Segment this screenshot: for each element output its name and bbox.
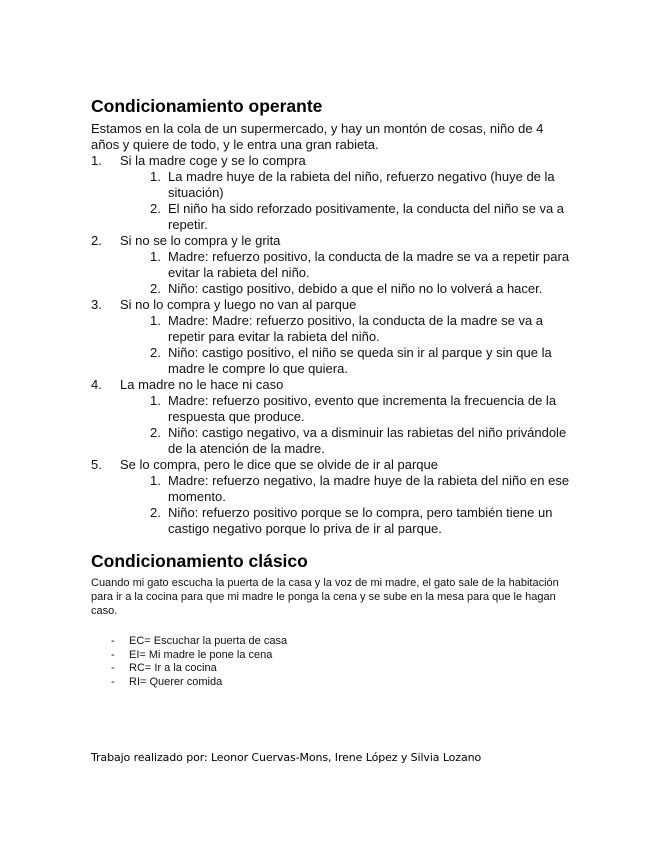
dash-list <box>91 635 571 689</box>
list-number: 4. <box>91 377 102 392</box>
document-content <box>91 95 571 689</box>
list-item-text: La madre no le hace ni caso <box>120 377 284 392</box>
sub-list-number: 2. <box>150 345 161 360</box>
sub-list-number: 1. <box>150 393 161 408</box>
list-item-text: Si la madre coge y se lo compra <box>120 153 306 168</box>
sub-list-item <box>91 201 571 233</box>
sub-list-item <box>91 425 571 457</box>
sub-list-number: 2. <box>150 281 161 296</box>
sub-list-text: Niño: refuerzo positivo porque se lo compra, pero también tiene un castigo negativo porque lo priva de ir al parque. <box>168 505 553 536</box>
dash-list-item <box>91 676 571 690</box>
list-item <box>91 153 571 169</box>
list-item-text: Si no lo compra y luego no van al parque <box>120 297 357 312</box>
list-number: 2. <box>91 233 102 248</box>
dash-marker: - <box>111 635 115 647</box>
list-item <box>91 457 571 473</box>
sub-list-number: 2. <box>150 201 161 216</box>
list-item <box>91 297 571 313</box>
sub-list-text: El niño ha sido reforzado positivamente, la conducta del niño se va a repetir. <box>168 201 565 232</box>
sub-list-item <box>91 169 571 201</box>
list-item <box>91 377 571 393</box>
dash-list-item <box>91 649 571 663</box>
list-number: 3. <box>91 297 102 312</box>
section-title-operant: Condicionamiento operante <box>91 96 323 116</box>
dash-marker: - <box>111 662 115 674</box>
sub-list-text: La madre huye de la rabieta del niño, refuerzo negativo (huye de la situación) <box>168 169 555 200</box>
sub-list-item <box>91 281 571 297</box>
dash-list-item <box>91 662 571 676</box>
sub-list-item <box>91 473 571 505</box>
dash-list-item <box>91 635 571 649</box>
section-title-classical: Condicionamiento clásico <box>91 551 308 571</box>
dash-item-text: RC= Ir a la cocina <box>129 662 217 674</box>
sub-list-text: Madre: refuerzo positivo, evento que incrementa la frecuencia de la respuesta que produce. <box>168 393 557 424</box>
sub-list-text: Madre: Madre: refuerzo positivo, la conducta de la madre se va a repetir para evitar la rabieta del niño. <box>168 313 544 344</box>
sub-list-number: 2. <box>150 505 161 520</box>
classical-section <box>91 550 571 689</box>
sub-list-text: Madre: refuerzo negativo, la madre huye de la rabieta del niño en ese momento. <box>168 473 570 504</box>
sub-list-item <box>91 505 571 537</box>
sub-list-number: 1. <box>150 473 161 488</box>
sub-list-text: Madre: refuerzo positivo, la conducta de la madre se va a repetir para evitar la rabieta del niño. <box>168 249 570 280</box>
dash-item-text: EI= Mi madre le pone la cena <box>129 648 273 661</box>
sub-list-number: 1. <box>150 313 161 328</box>
sub-list-item <box>91 345 571 377</box>
list-item-text: Se lo compra, pero le dice que se olvide de ir al parque <box>120 457 438 472</box>
credits-line: Trabajo realizado por: Leonor Cuervas-Mons, Irene López y Silvia Lozano <box>91 751 482 764</box>
sub-list-item <box>91 249 571 281</box>
dash-item-text: RI= Querer comida <box>129 675 223 688</box>
list-item-text: Si no se lo compra y le grita <box>120 233 281 248</box>
sub-list-text: Niño: castigo negativo, va a disminuir las rabietas del niño privándole de la atención de la madre. <box>168 425 567 456</box>
sub-list-number: 1. <box>150 169 161 184</box>
classical-paragraph: Cuando mi gato escucha la puerta de la casa y la voz de mi madre, el gato sale de la habitación para ir a la cocina para que mi madre le ponga la cena y se sube en la mesa para que le hagan caso. <box>91 577 559 617</box>
numbered-list <box>91 153 571 537</box>
dash-marker: - <box>111 648 115 661</box>
sub-list-number: 1. <box>150 249 161 264</box>
list-number: 1. <box>91 153 102 168</box>
dash-item-text: EC= Escuchar la puerta de casa <box>129 635 288 647</box>
sub-list-item <box>91 313 571 345</box>
sub-list-item <box>91 393 571 425</box>
sub-list-number: 2. <box>150 425 161 440</box>
list-number: 5. <box>91 457 102 472</box>
list-item <box>91 233 571 249</box>
sub-list-text: Niño: castigo positivo, debido a que el niño no lo volverá a hacer. <box>168 281 543 296</box>
sub-list-text: Niño: castigo positivo, el niño se queda sin ir al parque y sin que la madre le compre lo que quiera. <box>168 345 552 376</box>
dash-marker: - <box>111 675 115 688</box>
intro-paragraph: Estamos en la cola de un supermercado, y hay un montón de cosas, niño de 4 años y quiere de todo, y le entra una gran rabieta. <box>91 121 544 152</box>
